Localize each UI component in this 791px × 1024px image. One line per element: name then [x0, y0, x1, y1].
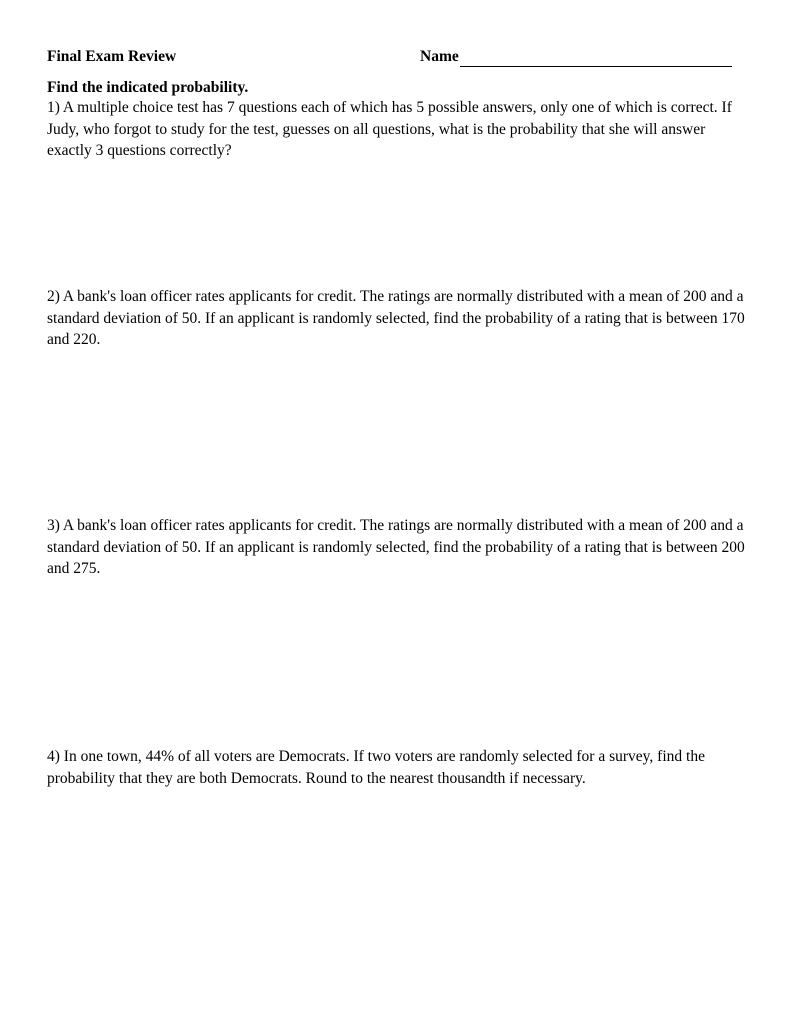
name-label: Name [420, 48, 459, 65]
question-4: 4) In one town, 44% of all voters are Democrats. If two voters are randomly selected for a survey, find the probability that they are both Democrats. Round to the nearest thousandth if necessary. [47, 748, 705, 787]
question-3: 3) A bank's loan officer rates applicants for credit. The ratings are normally distributed with a mean of 200 and a standard deviation of 50. If an applicant is randomly selected, find the probability of a rating that is between 200 and 275. [47, 517, 745, 577]
instructions-heading: Find the indicated probability. [47, 79, 249, 96]
worksheet-title: Final Exam Review [47, 48, 177, 65]
question-1: 1) A multiple choice test has 7 questions each of which has 5 possible answers, only one of which is correct. If Judy, who forgot to study for the test, guesses on all questions, what is the probability that she will answer exactly 3 questions correctly? [47, 99, 732, 159]
name-field [420, 47, 732, 67]
question-2: 2) A bank's loan officer rates applicants for credit. The ratings are normally distributed with a mean of 200 and a standard deviation of 50. If an applicant is randomly selected, find the probability of a rating that is between 170 and 220. [47, 288, 745, 348]
name-blank-line [460, 51, 732, 67]
